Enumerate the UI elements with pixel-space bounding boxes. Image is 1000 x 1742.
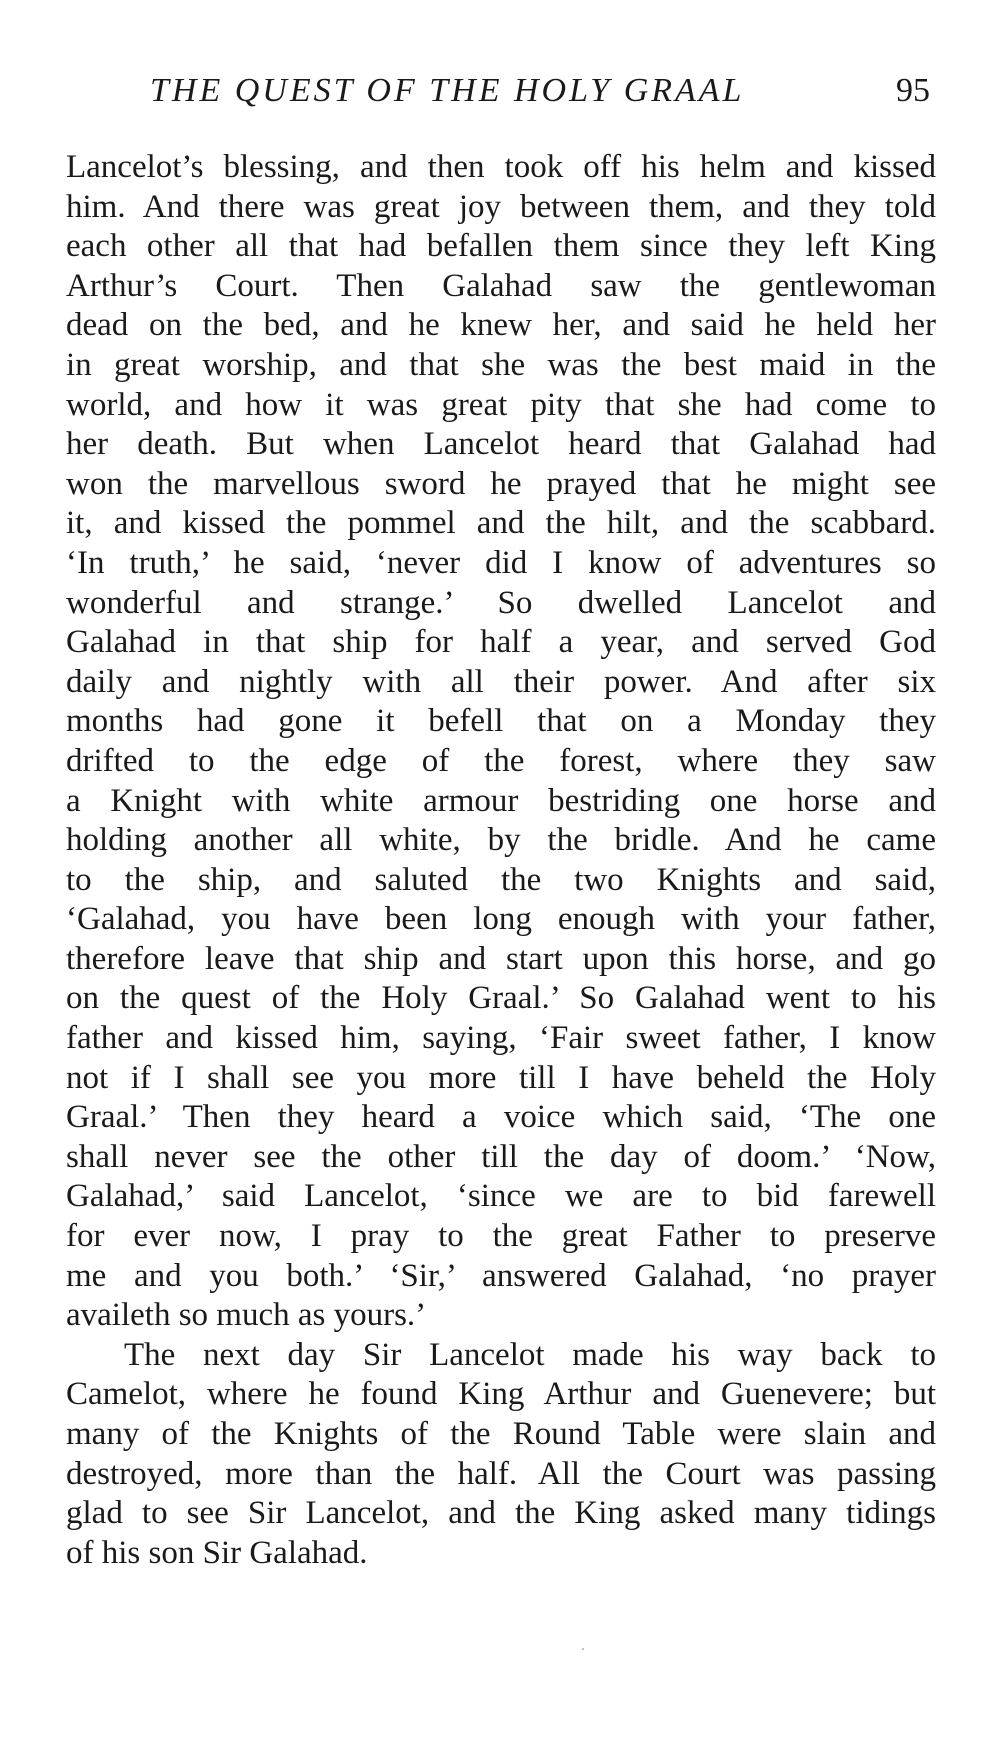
body-text	[66, 148, 936, 1573]
running-head	[150, 72, 930, 124]
text-line: availeth so much as yours.’	[66, 1297, 427, 1334]
text-line: of his son Sir Galahad.	[66, 1534, 368, 1571]
text-line: Lancelot’s blessing, and then took off his helm and kissed	[66, 149, 936, 185]
text-line: daily and nightly with all their power. And after six	[66, 663, 936, 700]
paper-speck	[582, 1648, 584, 1650]
text-line: won the marvellous sword he prayed that he might see	[66, 465, 936, 502]
text-line: Graal.’ Then they heard a voice which said, ‘The one	[66, 1099, 936, 1136]
text-line: Arthur’s Court. Then Galahad saw the gentlewoman	[66, 267, 936, 304]
text-line: Galahad in that ship for half a year, and served God	[66, 624, 936, 661]
text-line: me and you both.’ ‘Sir,’ answered Galahad, ‘no prayer	[66, 1257, 936, 1294]
text-line: glad to see Sir Lancelot, and the King asked many tidings	[66, 1495, 936, 1532]
text-line: father and kissed him, saying, ‘Fair sweet father, I know	[66, 1020, 936, 1057]
text-line: destroyed, more than the half. All the Court was passing	[66, 1455, 936, 1492]
text-line: in great worship, and that she was the best maid in the	[66, 346, 936, 383]
text-line: dead on the bed, and he knew her, and said he held her	[66, 307, 936, 344]
text-line: world, and how it was great pity that she had come to	[66, 386, 936, 423]
text-line: each other all that had befallen them since they left King	[66, 228, 936, 265]
running-title: THE QUEST OF THE HOLY GRAAL	[150, 72, 745, 109]
text-line: her death. But when Lancelot heard that Galahad had	[66, 426, 936, 463]
text-line: therefore leave that ship and start upon this horse, and go	[66, 940, 936, 977]
paragraph-2	[66, 1336, 936, 1574]
text-line: for ever now, I pray to the great Father to preserve	[66, 1218, 936, 1255]
text-line: drifted to the edge of the forest, where they saw	[66, 742, 936, 779]
text-line: not if I shall see you more till I have beheld the Holy	[66, 1059, 936, 1096]
page-number: 95	[896, 72, 930, 109]
text-line: shall never see the other till the day of doom.’ ‘Now,	[66, 1138, 936, 1175]
text-line: on the quest of the Holy Graal.’ So Galahad went to his	[66, 980, 936, 1017]
text-line: months had gone it befell that on a Monday they	[66, 703, 936, 740]
text-line: many of the Knights of the Round Table were slain and	[66, 1416, 936, 1452]
text-line: wonderful and strange.’ So dwelled Lancelot and	[66, 584, 936, 621]
text-line: him. And there was great joy between them, and they told	[66, 188, 936, 225]
text-line: to the ship, and saluted the two Knights and said,	[66, 861, 936, 898]
text-line: Galahad,’ said Lancelot, ‘since we are to bid farewell	[66, 1178, 936, 1215]
text-line: holding another all white, by the bridle. And he came	[66, 822, 936, 859]
paragraph-1	[66, 148, 936, 1336]
text-line: a Knight with white armour bestriding one horse and	[66, 782, 936, 819]
text-line: Camelot, where he found King Arthur and Guenevere; but	[66, 1376, 936, 1413]
text-line: ‘In truth,’ he said, ‘never did I know of adventures so	[66, 544, 936, 581]
text-line: The next day Sir Lancelot made his way back to	[124, 1336, 936, 1373]
text-line: ‘Galahad, you have been long enough with your father,	[66, 901, 936, 938]
text-line: it, and kissed the pommel and the hilt, and the scabbard.	[66, 505, 936, 542]
